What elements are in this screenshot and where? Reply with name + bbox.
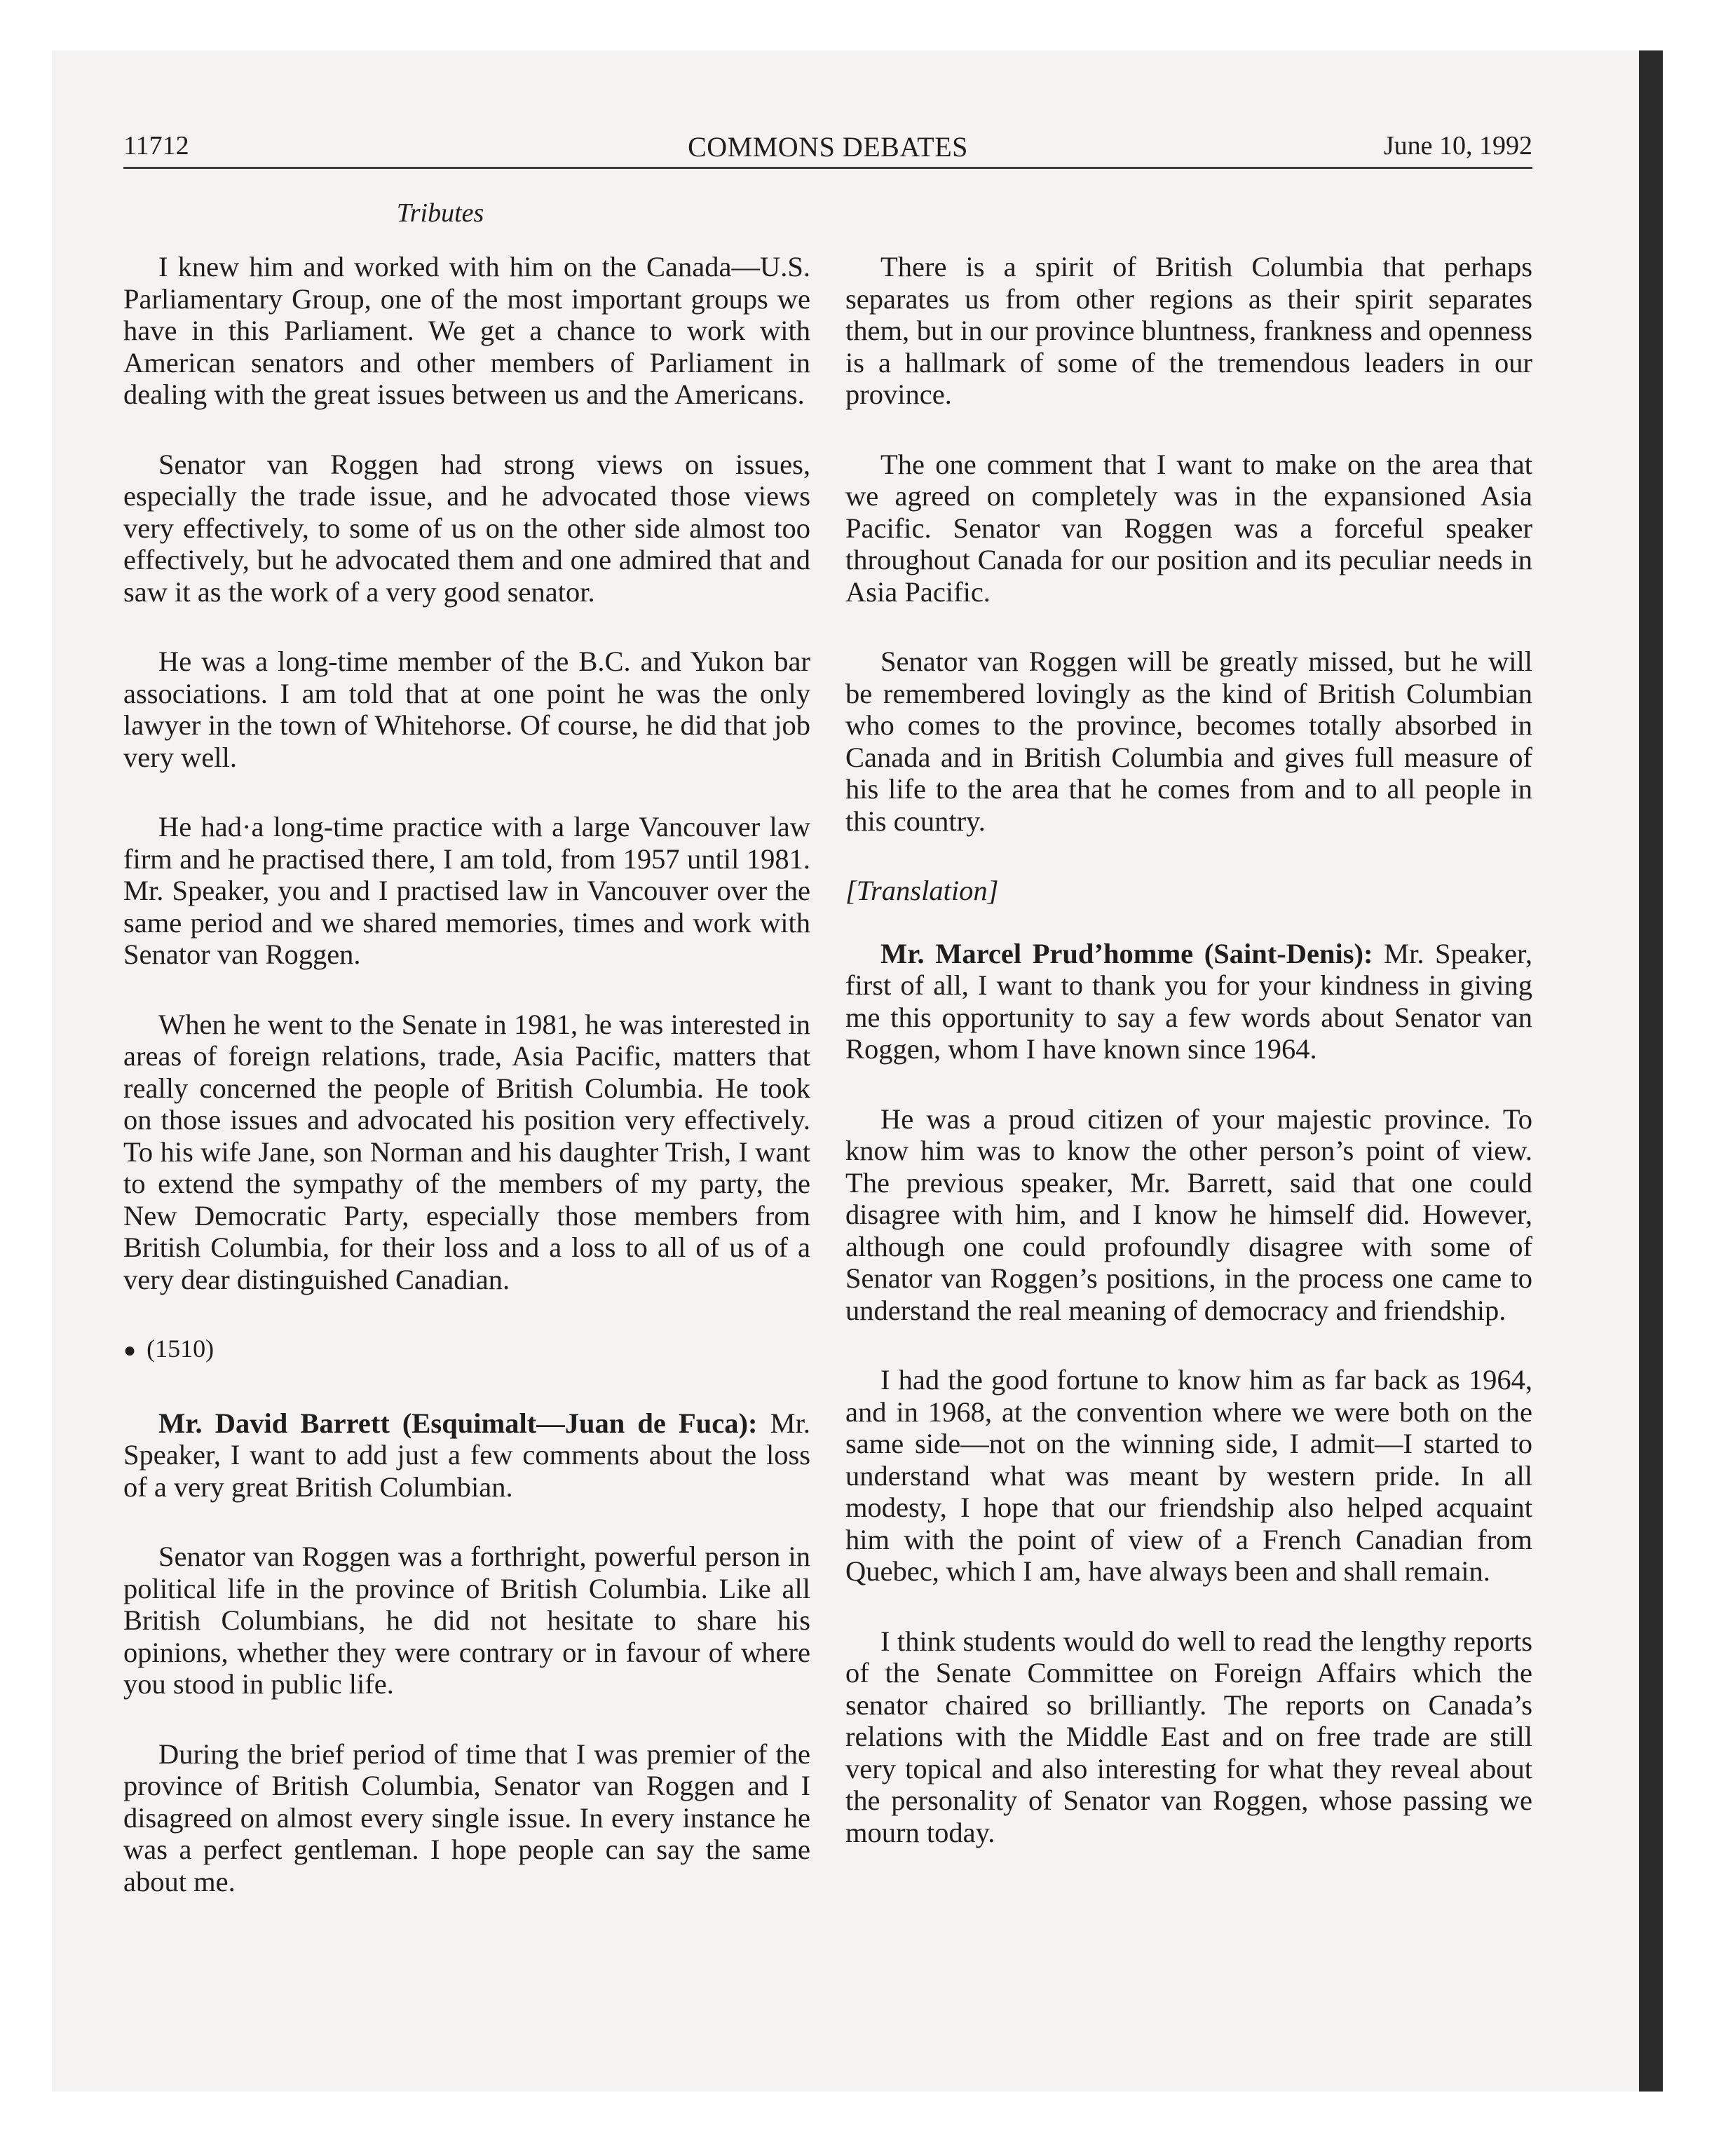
speaker-name: Mr. Marcel Prud’homme (Saint-Denis):: [880, 937, 1373, 969]
paragraph: During the brief period of time that I was premier of the province of British Columbia, Senator van Roggen and I disagreed on almost every single issue. In every instance he was a perfect gentleman. I hope people can say the same about me.: [123, 1738, 810, 1897]
right-column: [845, 251, 1532, 1886]
paragraph: I had the good fortune to know him as far back as 1964, and in 1968, at the convention where we were both on the same side—not on the winning side, I admit—I started to understand what was meant by western pride. In all modesty, I hope that our friendship also helped acquaint him with the point of view of a French Canadian from Quebec, which I am, have always been and shall remain.: [845, 1364, 1532, 1587]
section-heading: Tributes: [396, 198, 484, 228]
scan-edge-shadow: [1639, 50, 1663, 2092]
paragraph: The one comment that I want to make on the area that we agreed on completely was in the expansioned Asia Pacific. Senator van Roggen was a forceful speaker throughout Canada for our position and its peculiar needs in Asia Pacific.: [845, 448, 1532, 608]
paragraph: I knew him and worked with him on the Canada—U.S. Parliamentary Group, one of the most important groups we have in this Parliament. We get a chance to work with American senators and other members of Parliament in dealing with the great issues between us and the Americans.: [123, 251, 810, 410]
speech-text: Mr. Speaker, I want to add just a few comments about the loss of a very great British Columbian.: [123, 1407, 810, 1503]
paragraph: Senator van Roggen was a forthright, powerful person in political life in the province of British Columbia. Like all British Columbians, he did not hesitate to share his opinions, whether they were contrary or in favour of where you stood in public life.: [123, 1541, 810, 1700]
publication-title: COMMONS DEBATES: [688, 131, 968, 163]
speech-text: Mr. Speaker, first of all, I want to thank you for your kindness in giving me this opportunity to say a few words about Senator van Roggen, whom I have known since 1964.: [845, 937, 1532, 1065]
page-header: [123, 125, 1532, 169]
translation-note: [Translation]: [845, 875, 999, 906]
bullet-icon: ●: [123, 1339, 137, 1362]
speech-paragraph: [845, 938, 1532, 1065]
paragraph: Senator van Roggen had strong views on issues, especially the trade issue, and he advocated those views very effectively, to some of us on the other side almost too effectively, but he advocated them and one admired that and saw it as the work of a very good senator.: [123, 448, 810, 608]
speaker-name: Mr. David Barrett (Esquimalt—Juan de Fuca):: [158, 1407, 758, 1439]
speech-paragraph: [123, 1407, 810, 1503]
page-number: 11712: [123, 131, 189, 161]
time-marker-text: (1510): [147, 1335, 215, 1363]
left-column: [123, 251, 810, 1935]
paragraph: He was a proud citizen of your majestic province. To know him was to know the other person’s point of view. The previous speaker, Mr. Barrett, said that one could disagree with him, and I know he himself did. However, although one could profoundly disagree with some of Senator van Roggen’s positions, in the process one came to understand the real meaning of democracy and friendship.: [845, 1103, 1532, 1326]
paragraph: He had·a long-time practice with a large Vancouver law firm and he practised there, I am told, from 1957 until 1981. Mr. Speaker, you and I practised law in Vancouver over the same period and we shared memories, times and work with Senator van Roggen.: [123, 811, 810, 970]
paragraph: When he went to the Senate in 1981, he was interested in areas of foreign relations, trade, Asia Pacific, matters that really concerned the people of British Columbia. He took on those issues and advocated his position very effectively. To his wife Jane, son Norman and his daughter Trish, I want to extend the sympathy of the members of my party, the New Democratic Party, especially those members from British Columbia, for their loss and a loss to all of us of a very dear distinguished Canadian.: [123, 1008, 810, 1295]
paragraph: Senator van Roggen will be greatly missed, but he will be remembered lovingly as the kind of British Columbian who comes to the province, becomes totally absorbed in Canada and in British Columbia and gives full measure of his life to the area that he comes from and to all people in this country.: [845, 646, 1532, 837]
paragraph: I think students would do well to read the lengthy reports of the Senate Committee on Foreign Affairs which the senator chaired so brilliantly. The reports on Canada’s relations with the Middle East and on free trade are still very topical and also interesting for what they reveal about the personality of Senator van Roggen, whose passing we mourn today.: [845, 1625, 1532, 1848]
time-marker: [123, 1333, 810, 1367]
header-date: June 10, 1992: [1383, 131, 1532, 161]
paragraph: There is a spirit of British Columbia that perhaps separates us from other regions as their spirit separates them, but in our province bluntness, frankness and openness is a hallmark of some of the tremendous leaders in our province.: [845, 251, 1532, 410]
paragraph: He was a long-time member of the B.C. and Yukon bar associations. I am told that at one point he was the only lawyer in the town of Whitehorse. Of course, he did that job very well.: [123, 646, 810, 773]
